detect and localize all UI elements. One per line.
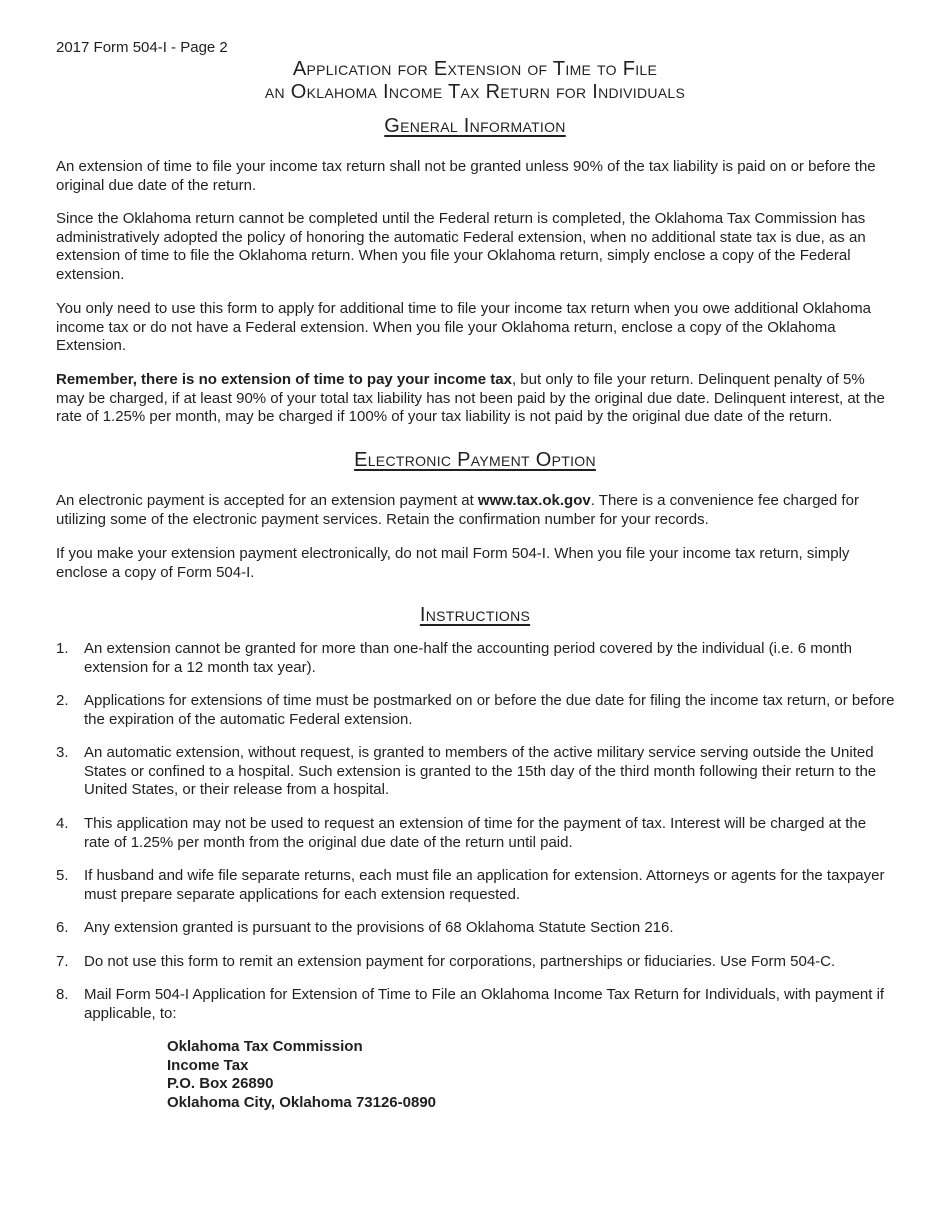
instruction-item: [56, 919, 896, 938]
electronic-payment-heading: Electronic Payment Option: [354, 449, 596, 471]
instruction-number: 1.: [56, 640, 69, 657]
form-title-line-1: Application for Extension of Time to File: [292, 58, 658, 80]
instruction-text: An automatic extension, without request, is granted to members of the active military service serving outside the United States or confined to a hospital. Such extension is granted to the 15th day of the third month following their return to the United States, or their release from a hospital.: [84, 744, 877, 799]
instruction-text: This application may not be used to request an extension of time for the payment of tax. Interest will be charged at the rate of 1.25% per month from the original due date of the return until paid.: [84, 815, 867, 851]
instruction-text: Do not use this form to remit an extension payment for corporations, partnerships or fiduciaries. Use Form 504-C.: [84, 953, 836, 970]
instruction-number: 3.: [56, 744, 69, 761]
general-paragraph-1: An extension of time to file your income tax return shall not be granted unless 90% of the tax liability is paid on or before the original due date of the return.: [56, 158, 876, 194]
instruction-item: [56, 692, 896, 729]
address-line-3: P.O. Box 26890: [167, 1075, 274, 1093]
instruction-text: Any extension granted is pursuant to the provisions of 68 Oklahoma Statute Section 216.: [84, 919, 674, 936]
instruction-number: 8.: [56, 986, 69, 1003]
instruction-text: If husband and wife file separate returns, each must file an application for extension. Attorneys or agents for the taxpayer must prepare separate applications for each extension requested.: [84, 867, 885, 903]
instruction-number: 6.: [56, 919, 69, 936]
instruction-number: 4.: [56, 815, 69, 832]
address-line-1: Oklahoma Tax Commission: [167, 1038, 363, 1055]
instruction-number: 7.: [56, 953, 69, 970]
form-title-line-2: an Oklahoma Income Tax Return for Individuals: [264, 81, 686, 103]
instruction-number: 2.: [56, 692, 69, 709]
instruction-item: [56, 744, 896, 800]
general-paragraph-2: Since the Oklahoma return cannot be completed until the Federal return is completed, the Oklahoma Tax Commission has administratively adopted the policy of honoring the automatic Federal extension, when no additional state tax is due, as an extension of time to file the Oklahoma return. When you file your Oklahoma return, simply enclose a copy of the Federal extension.: [56, 210, 866, 283]
address-line-4: Oklahoma City, Oklahoma 73126-0890: [167, 1093, 437, 1111]
mailing-address: [167, 1038, 436, 1112]
instruction-item: [56, 986, 896, 1023]
instruction-item: [56, 815, 896, 852]
general-information-heading: General Information: [384, 115, 566, 137]
general-paragraph-3: You only need to use this form to apply for additional time to file your income tax return when you owe additional Oklahoma income tax or do not have a Federal extension. When you file your Oklahoma return, enclose a copy of the Oklahoma Extension.: [56, 300, 871, 355]
instructions-heading: Instructions: [419, 604, 531, 626]
instruction-item: [56, 867, 896, 904]
instruction-item: [56, 953, 896, 972]
instruction-text: Applications for extensions of time must be postmarked on or before the due date for filing the income tax return, or before the expiration of the automatic Federal extension.: [84, 692, 895, 728]
epay-paragraph-2: If you make your extension payment electronically, do not mail Form 504-I. When you file your income tax return, simply enclose a copy of Form 504-I.: [56, 545, 850, 581]
reminder-bold-text: Remember, there is no extension of time to pay your income tax: [56, 371, 512, 388]
epay-paragraph-1: An electronic payment is accepted for an extension payment at www.tax.ok.gov. There is a convenience fee charged for utilizing some of the electronic payment services. Retain the confirmation number for your records.: [56, 492, 859, 528]
tax-website-link[interactable]: www.tax.ok.gov: [477, 492, 591, 509]
instruction-item: [56, 640, 896, 677]
general-paragraph-4: [56, 371, 896, 427]
page-header-label: 2017 Form 504-I - Page 2: [56, 39, 228, 56]
address-line-2: Income Tax: [167, 1056, 249, 1074]
reminder-rest-text: , but only to file your return. Delinquent penalty of 5% may be charged, if at least 90% of your total tax liability has not been paid by the original due date. Delinquent interest, at the rate of 1.25% per month, may be charged if 100% of your tax liability is not paid by the original due date of the return.: [56, 371, 885, 426]
instruction-number: 5.: [56, 867, 69, 884]
instruction-text: Mail Form 504-I Application for Extension of Time to File an Oklahoma Income Tax Return for Individuals, with payment if applicable, to:: [84, 986, 885, 1022]
instruction-text: An extension cannot be granted for more than one-half the accounting period covered by the individual (i.e. 6 month extension for a 12 month tax year).: [84, 640, 852, 676]
